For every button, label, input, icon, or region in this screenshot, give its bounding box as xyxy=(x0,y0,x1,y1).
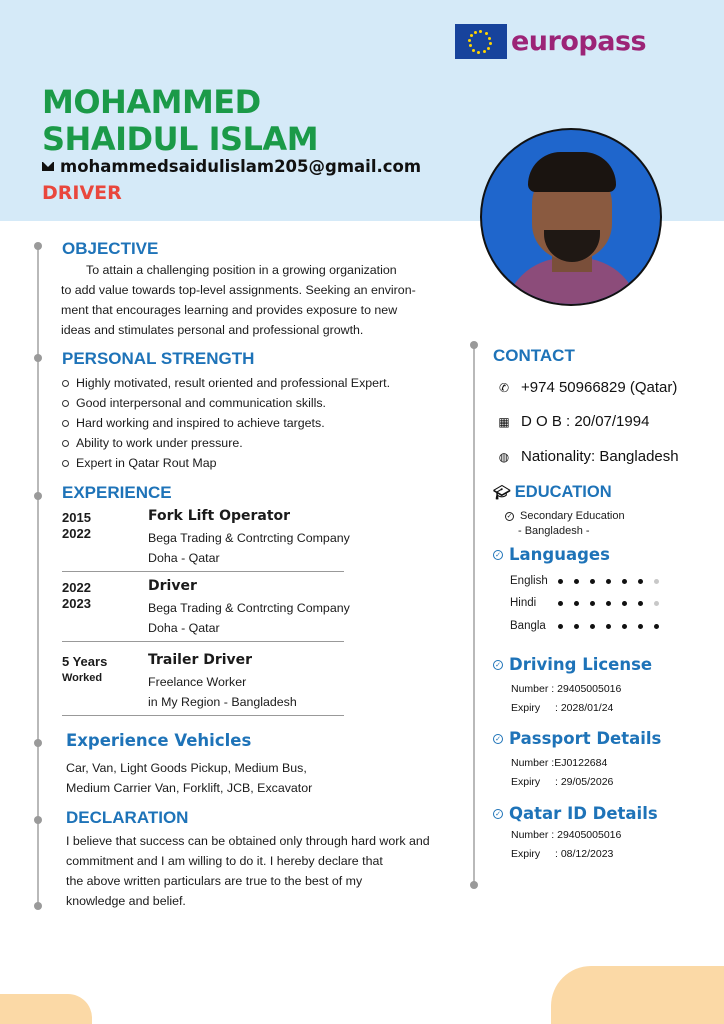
license-details: Number : 29405005016 Expiry : 2028/01/24 xyxy=(511,683,622,714)
passport-details: Number :EJ0122684 Expiry : 29/05/2026 xyxy=(511,757,614,788)
left-timeline xyxy=(37,246,39,906)
declaration-heading: DECLARATION xyxy=(66,808,189,827)
mail-icon xyxy=(42,162,54,171)
proficiency-dot xyxy=(606,579,611,584)
contact-heading: CONTACT xyxy=(493,346,575,365)
name-line-2: SHAIDUL ISLAM xyxy=(42,120,319,158)
education-entry: ✓ Secondary Education - Bangladesh - xyxy=(506,510,625,537)
proficiency-dot xyxy=(638,624,643,629)
proficiency-dot xyxy=(558,579,563,584)
proficiency-dot xyxy=(654,601,659,606)
strength-list xyxy=(62,373,390,473)
language-row: Bangla xyxy=(510,620,670,632)
list-item: Highly motivated, result oriented and professional Expert. xyxy=(62,373,390,393)
proficiency-dot xyxy=(606,624,611,629)
check-icon: ✓ xyxy=(493,734,503,744)
timeline-dot xyxy=(34,739,42,747)
experience-item: 2015 2022 Fork Lift Operator Bega Trading & Contrcting Company Doha - Qatar xyxy=(62,508,350,565)
qid-heading: ✓ Qatar ID Details xyxy=(493,804,658,823)
experience-item: 2022 2023 Driver Bega Trading & Contrcting Company Doha - Qatar xyxy=(62,578,350,635)
proficiency-dot xyxy=(638,601,643,606)
job-title: Trailer Driver xyxy=(148,652,253,668)
graduation-cap-icon: 🎓︎ xyxy=(493,484,511,500)
person-name xyxy=(42,84,318,158)
proficiency-dot xyxy=(622,601,627,606)
proficiency-dot xyxy=(574,579,579,584)
experience-heading: EXPERIENCE xyxy=(62,483,172,502)
europass-logo xyxy=(455,24,646,59)
timeline-dot xyxy=(34,902,42,910)
check-icon: ✓ xyxy=(493,660,503,670)
proficiency-dot xyxy=(654,579,659,584)
calendar-icon: ▦ xyxy=(498,414,510,429)
divider xyxy=(62,641,344,642)
phone-number[interactable]: +974 50966829 (Qatar) xyxy=(521,379,678,396)
proficiency-dot xyxy=(654,624,659,629)
email-row xyxy=(42,157,421,176)
check-icon: ✓ xyxy=(493,809,503,819)
nationality-row: ◍ Nationality: Bangladesh xyxy=(498,448,679,465)
timeline-dot xyxy=(34,354,42,362)
proficiency-dot xyxy=(558,624,563,629)
phone-row xyxy=(497,379,677,396)
proficiency-dot xyxy=(638,579,643,584)
objective-text: To attain a challenging position in a growing organization to add value towards top-level assignments. Seeking an environ- ment that encourages learning and provides exposure to new ideas and stimulates personal and professional growth. xyxy=(61,263,416,337)
declaration-text: I believe that success can be obtained only through hard work and commitment and I am willing to do it. I hereby declare that the above written particulars are true to the best of my knowledge and belief. xyxy=(66,834,430,908)
strength-heading: PERSONAL STRENGTH xyxy=(62,349,255,368)
right-timeline xyxy=(473,345,475,885)
vehicles-text: Car, Van, Light Goods Pickup, Medium Bus, Medium Carrier Van, Forklift, JCB, Excavator xyxy=(66,761,313,795)
list-item: Expert in Qatar Rout Map xyxy=(62,453,390,473)
proficiency-dot xyxy=(574,624,579,629)
timeline-dot xyxy=(34,816,42,824)
profile-photo xyxy=(480,128,662,306)
timeline-dot xyxy=(34,242,42,250)
phone-icon: ✆ xyxy=(498,380,510,395)
name-line-1: MOHAMMED xyxy=(42,83,261,121)
vehicles-heading: Experience Vehicles xyxy=(66,731,252,750)
language-row: Hindi xyxy=(510,597,670,609)
email-link[interactable]: mohammedsaidulislam205@gmail.com xyxy=(60,157,422,176)
proficiency-dot xyxy=(558,601,563,606)
proficiency-dot xyxy=(590,624,595,629)
proficiency-dot xyxy=(574,601,579,606)
proficiency-dot xyxy=(622,624,627,629)
decorative-corner-right xyxy=(551,966,724,1024)
license-heading: ✓ Driving License xyxy=(493,655,652,674)
brand-name: europass xyxy=(511,26,647,57)
decorative-corner-left xyxy=(0,994,92,1024)
proficiency-dot xyxy=(622,579,627,584)
job-title: Driver xyxy=(148,578,197,594)
eu-flag-icon xyxy=(455,24,507,59)
proficiency-dot xyxy=(590,579,595,584)
globe-icon: ◍ xyxy=(498,449,510,464)
passport-heading: ✓ Passport Details xyxy=(493,729,661,748)
languages-heading: ✓ Languages xyxy=(493,545,610,564)
education-heading: 🎓︎ EDUCATION xyxy=(493,483,612,501)
timeline-dot xyxy=(470,341,478,349)
qid-details: Number : 29405005016 Expiry : 08/12/2023 xyxy=(511,829,622,860)
divider xyxy=(62,715,344,716)
objective-heading: OBJECTIVE xyxy=(62,239,159,258)
job-role: DRIVER xyxy=(42,182,122,204)
experience-item: 5 Years Worked Trailer Driver Freelance Worker in My Region - Bangladesh xyxy=(62,652,297,709)
divider xyxy=(62,571,344,572)
language-row: English xyxy=(510,575,670,587)
check-icon: ✓ xyxy=(493,550,503,560)
timeline-dot xyxy=(470,881,478,889)
dob-row: ▦ D O B : 20/07/1994 xyxy=(498,413,650,430)
timeline-dot xyxy=(34,492,42,500)
proficiency-dot xyxy=(590,601,595,606)
proficiency-dot xyxy=(606,601,611,606)
list-item: Good interpersonal and communication skills. xyxy=(62,393,390,413)
check-icon: ✓ xyxy=(506,513,513,520)
list-item: Ability to work under pressure. xyxy=(62,433,390,453)
list-item: Hard working and inspired to achieve targets. xyxy=(62,413,390,433)
job-title: Fork Lift Operator xyxy=(148,508,291,524)
